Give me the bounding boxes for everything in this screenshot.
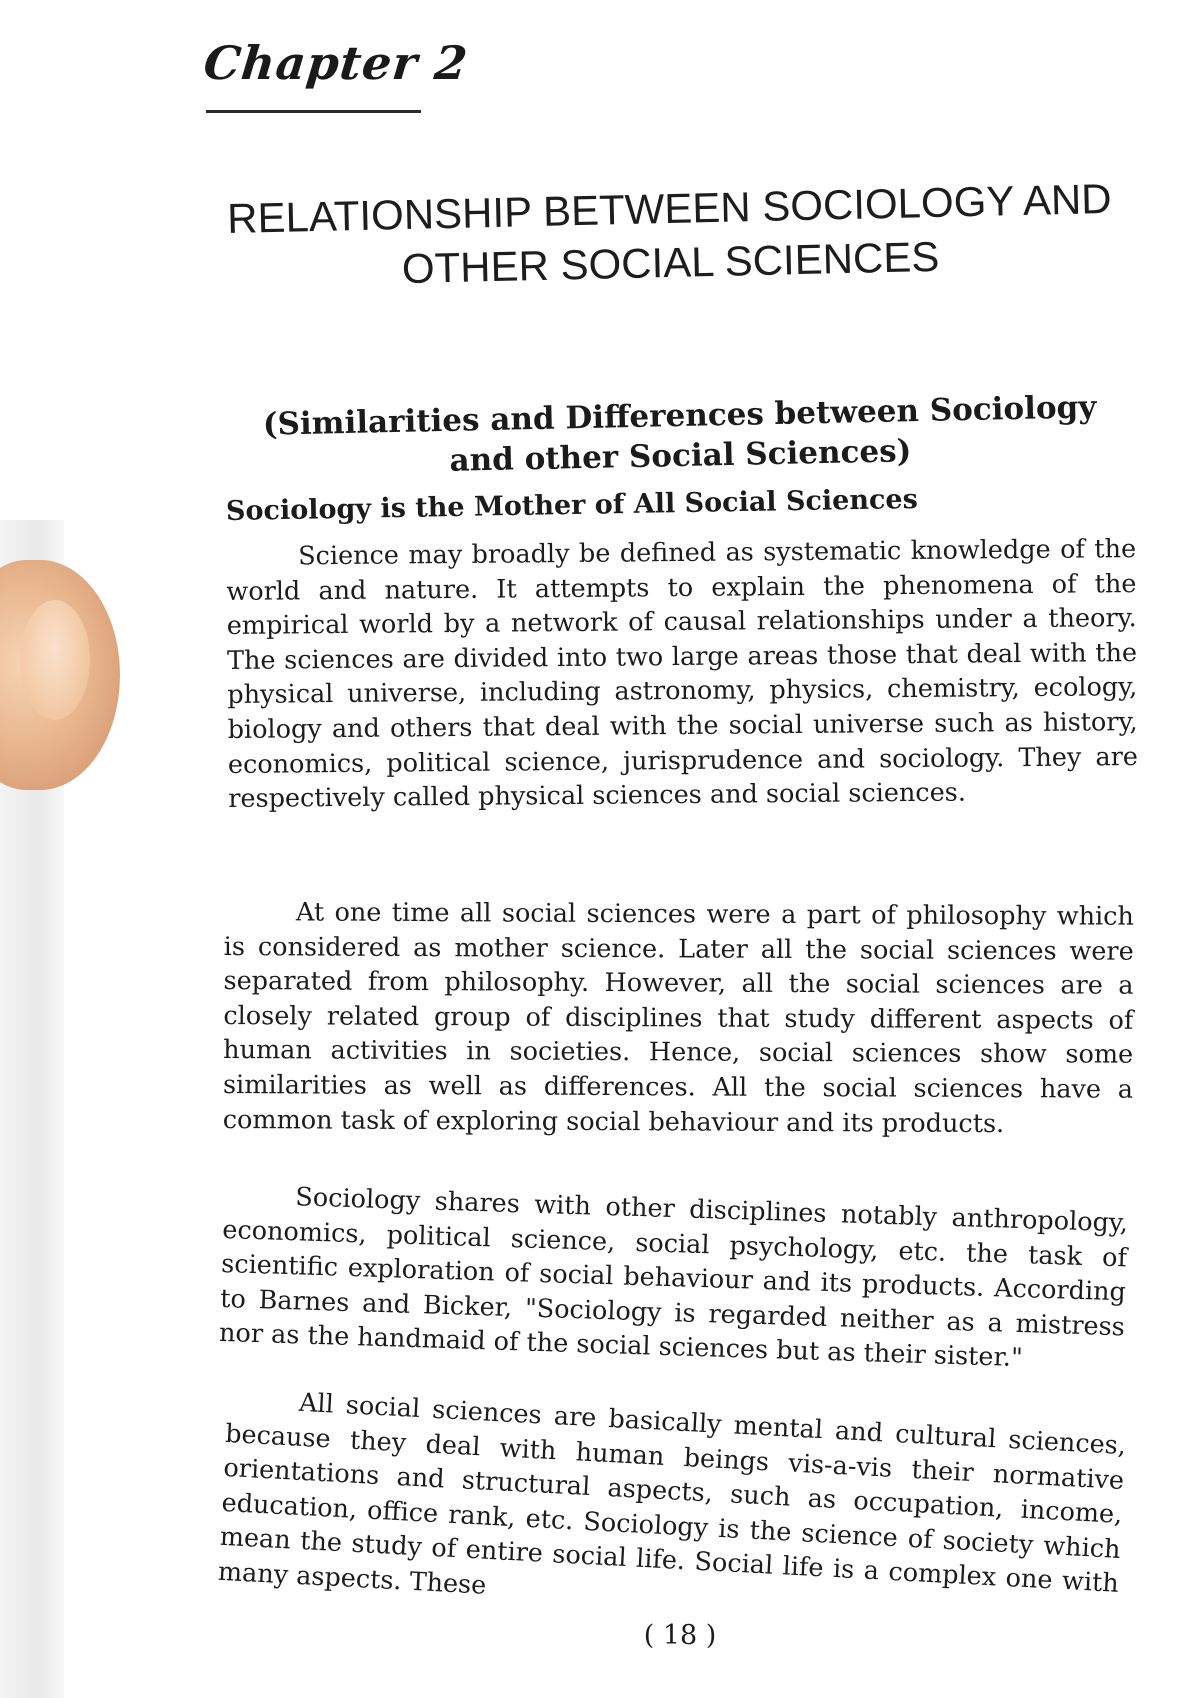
paragraph-3 bbox=[219, 1178, 1129, 1379]
page-subtitle-line-1: (Similarities and Differences between Sociology bbox=[262, 389, 1097, 443]
page-title bbox=[199, 171, 1141, 300]
paragraph-text: At one time all social sciences were a part of philosophy which is considered as mother science. Later all the social sciences were separated from philosophy. However, all the social sciences are a closely related group of disciplines that study different aspects of human activities in societies. Hence, social sciences show some similarities as well as differences. All the social sciences have a common task of exploring social behaviour and its products. bbox=[222, 897, 1134, 1139]
paragraph-1 bbox=[226, 532, 1138, 817]
paragraph-text: Science may broadly be defined as systematic knowledge of the world and nature. It attempts to explain the phenomena of the empirical world by a network of causal relationships under a theory. The sciences are divided into two large areas those that deal with the physical universe, including astronomy, physics, chemistry, ecology, biology and others that deal with the social universe such as history, economics, political science, jurisprudence and sociology. They are respectively called physical sciences and social sciences. bbox=[226, 534, 1139, 815]
page-subtitle-line-2: and other Social Sciences) bbox=[449, 433, 912, 479]
page-title-line-1: RELATIONSHIP BETWEEN SOCIOLOGY AND bbox=[226, 174, 1113, 243]
page-title-line-2: OTHER SOCIAL SCIENCES bbox=[401, 232, 940, 293]
section-heading: Sociology is the Mother of All Social Sciences bbox=[225, 483, 919, 527]
page-subtitle bbox=[229, 387, 1130, 486]
paragraph-2 bbox=[223, 895, 1134, 1142]
paragraph-text: Sociology shares with other disciplines notably anthropology, economics, political science, social psychology, etc. the task of scientific exploration of social behaviour and its products. According to Barnes and Bicker, "Sociology is regarded neither as a mistress nor as the handmaid of the social sciences but as their sister." bbox=[218, 1182, 1129, 1374]
paragraph-text: All social sciences are basically mental and cultural sciences, because they deal with human beings vis-a-vis their normative orientations and structural aspects, such as occupation, income, education, office rank, etc. Sociology is the science of society which mean the study of entire social life. Social life is a complex one with many aspects. These bbox=[217, 1387, 1127, 1601]
chapter-label: Chapter 2 bbox=[201, 36, 471, 90]
chapter-underline bbox=[206, 110, 421, 113]
paragraph-4 bbox=[217, 1382, 1127, 1636]
page-number: ( 18 ) bbox=[643, 1620, 717, 1651]
